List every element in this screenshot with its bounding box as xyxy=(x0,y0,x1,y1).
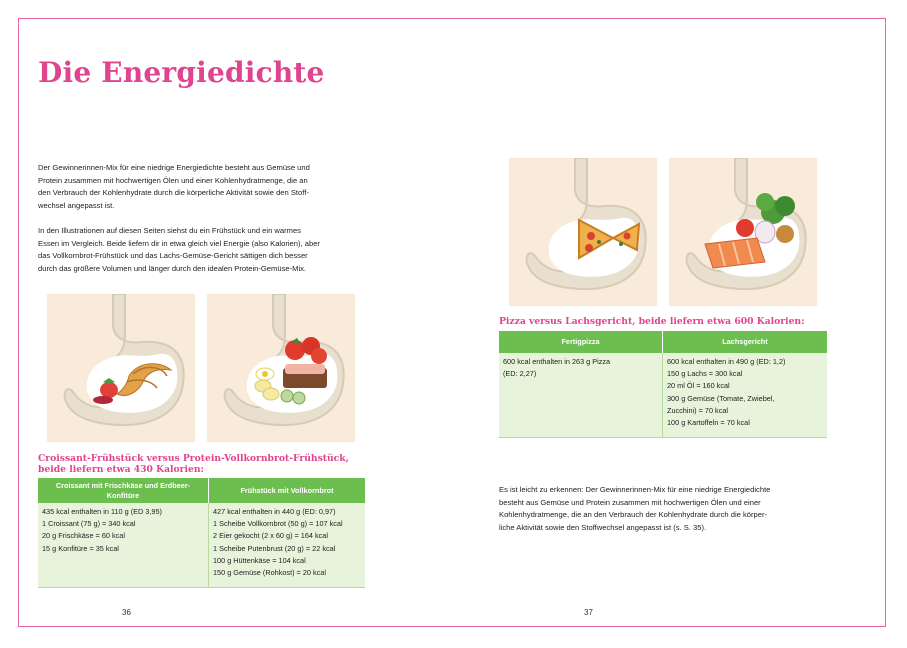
column-header: Lachsgericht xyxy=(663,331,828,353)
right-caption: Pizza versus Lachsgericht, beide liefern etwa 600 Kalorien: xyxy=(499,316,805,327)
stomach-salmon-illustration xyxy=(669,158,817,306)
text-line: den Verbrauch der Kohlenhydrate durch die körperliche Aktivität sowie den Stoff- xyxy=(38,188,309,198)
cell-line: 300 g Gemüse (Tomate, Zwiebel, xyxy=(667,393,775,403)
cell-line: 600 kcal enthalten in 490 g (ED: 1,2) xyxy=(667,357,786,366)
column-header: Fertigpizza xyxy=(499,331,663,353)
text-line: Es ist leicht zu erkennen: Der Gewinnerinnen-Mix für eine niedrige Energiedichte xyxy=(499,485,771,494)
cell-line: 427 kcal enthalten in 440 g (ED: 0,97) xyxy=(213,507,336,516)
illustration-paragraph xyxy=(38,225,368,275)
text-line: Der Gewinnerinnen-Mix für eine niedrige Energiedichte besteht aus Gemüse und xyxy=(38,163,310,172)
table-header-row xyxy=(499,331,827,353)
cell-line: 150 g Gemüse (Rohkost) = 20 kcal xyxy=(213,568,326,578)
summary-paragraph xyxy=(499,484,839,534)
page-title: Die Energiedichte xyxy=(38,56,325,89)
stomach-croissant-illustration xyxy=(47,294,195,442)
page-number-left: 36 xyxy=(122,608,131,617)
text-line: durch das größere Volumen und länger durch den idealen Protein-Gemüse-Mix. xyxy=(38,263,307,273)
left-caption xyxy=(38,453,349,475)
caption-line: beide liefern etwa 430 Kalorien: xyxy=(38,464,204,475)
table-cell xyxy=(663,353,828,438)
cell-line: 150 g Lachs = 300 kcal xyxy=(667,369,743,379)
cell-line: 20 ml Öl = 160 kcal xyxy=(667,381,730,391)
table-cell xyxy=(499,353,663,438)
column-header: Croissant mit Frischkäse und Erdbeer-Konfitüre xyxy=(38,478,209,503)
text-line: das Vollkornbrot-Frühstück und das Lachs-Gemüse-Gericht sättigen dich besser xyxy=(38,251,308,261)
text-line: Kohlenhydratmenge, die an den Verbrauch der Kohlenhydrate durch die körper- xyxy=(499,510,768,520)
column-header: Frühstück mit Vollkornbrot xyxy=(209,478,366,503)
page-number-right: 37 xyxy=(584,608,593,617)
table-row xyxy=(499,353,827,438)
cell-line: 2 Eier gekocht (2 x 60 g) = 164 kcal xyxy=(213,531,328,541)
text-line: liche Aktivität sowie den Stoffwechsel angepasst ist (s. S. 35). xyxy=(499,522,707,532)
text-line: besteht aus Gemüse und Protein zusammen mit hochwertigen Ölen und einer xyxy=(499,497,761,507)
intro-paragraph xyxy=(38,162,368,212)
caption-line: Croissant-Frühstück versus Protein-Vollkornbrot-Frühstück, xyxy=(38,453,349,464)
cell-line: 600 kcal enthalten in 263 g Pizza xyxy=(503,357,611,366)
text-line: In den Illustrationen auf diesen Seiten siehst du ein Frühstück und ein warmes xyxy=(38,226,301,235)
cell-line: 20 g Frischkäse = 60 kcal xyxy=(42,531,125,541)
cell-line: 100 g Hüttenkäse = 104 kcal xyxy=(213,555,306,565)
text-line: wechsel angepasst ist. xyxy=(38,200,115,210)
cell-line: Zucchini) = 70 kcal xyxy=(667,405,729,415)
right-nutrition-table xyxy=(499,331,827,438)
cell-line: 1 Scheibe Vollkornbrot (50 g) = 107 kcal xyxy=(213,519,343,529)
cell-line: 1 Scheibe Putenbrust (20 g) = 22 kcal xyxy=(213,543,336,553)
text-line: Essen im Vergleich. Beide liefern dir in etwa gleich viel Energie (also Kalorien), aber xyxy=(38,238,320,248)
table-cell xyxy=(38,503,209,588)
cell-line: (ED: 2,27) xyxy=(503,369,537,379)
text-line: Protein zusammen mit hochwertigen Ölen und einer Kohlenhydratmenge, die an xyxy=(38,175,308,185)
cell-line: 1 Croissant (75 g) = 340 kcal xyxy=(42,519,136,529)
stomach-pizza-illustration xyxy=(509,158,657,306)
table-cell xyxy=(209,503,366,588)
cell-line: 100 g Kartoffeln = 70 kcal xyxy=(667,418,750,428)
cell-line: 15 g Konfitüre = 35 kcal xyxy=(42,543,119,553)
stomach-wholegrain-illustration xyxy=(207,294,355,442)
table-row xyxy=(38,503,365,588)
cell-line: 435 kcal enthalten in 110 g (ED 3,95) xyxy=(42,507,162,516)
left-nutrition-table xyxy=(38,478,365,588)
table-header-row xyxy=(38,478,365,503)
